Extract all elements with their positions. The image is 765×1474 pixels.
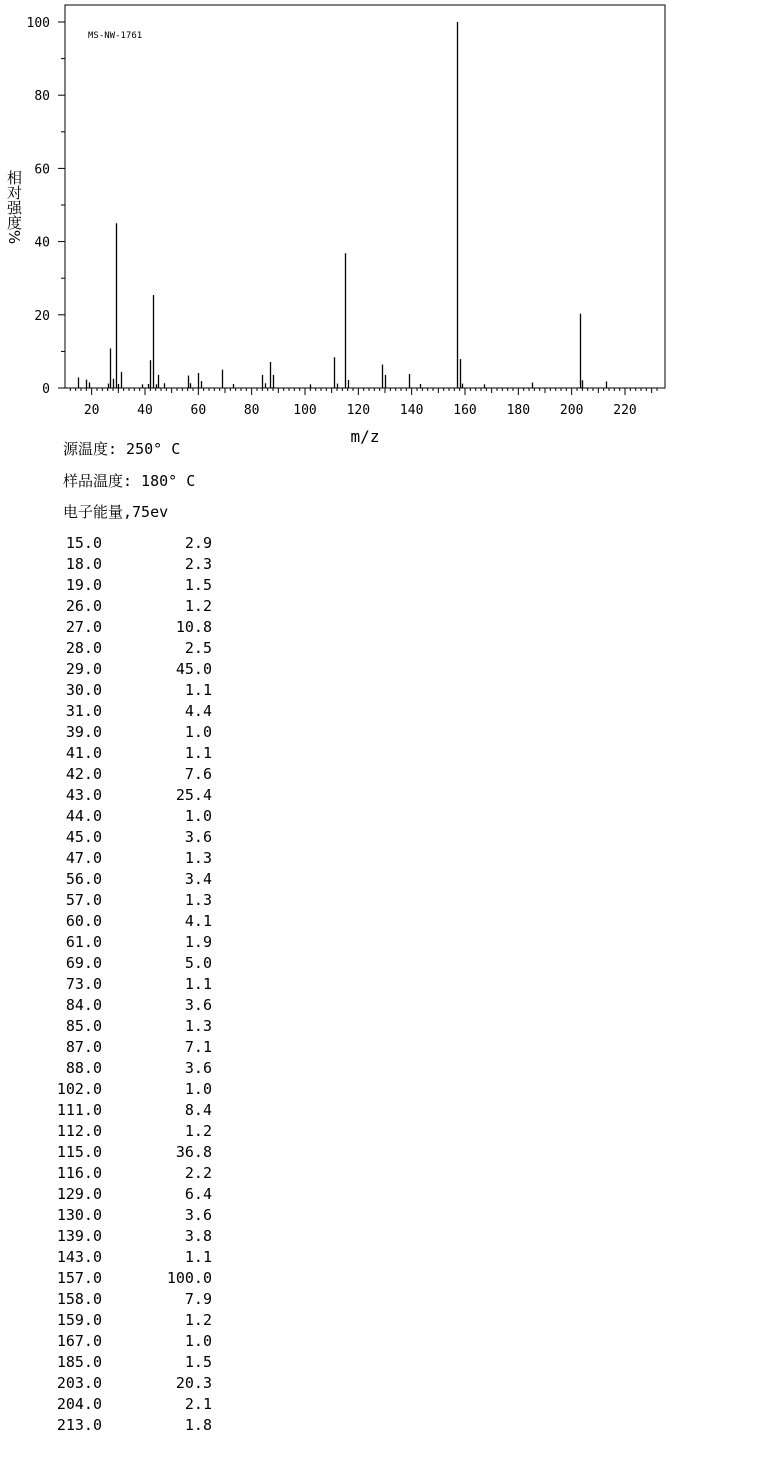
mz-value: 185.0 xyxy=(56,1353,102,1371)
mz-value: 56.0 xyxy=(65,870,102,888)
table-row xyxy=(40,974,220,995)
table-row xyxy=(40,722,220,743)
table-row xyxy=(40,785,220,806)
mz-value: 15.0 xyxy=(65,534,102,552)
table-row xyxy=(40,1310,220,1331)
x-axis xyxy=(70,388,657,418)
table-row xyxy=(40,911,220,932)
abundance-value: 1.0 xyxy=(184,807,212,825)
table-row xyxy=(40,701,220,722)
table-row xyxy=(40,1184,220,1205)
mz-value: 143.0 xyxy=(56,1248,102,1266)
mz-value: 88.0 xyxy=(65,1059,102,1077)
mz-value: 139.0 xyxy=(56,1227,102,1245)
table-row xyxy=(40,1289,220,1310)
y-tick-label: 80 xyxy=(34,89,50,105)
x-tick-label: 20 xyxy=(83,403,100,418)
x-tick-label: 120 xyxy=(346,403,371,418)
sample-temperature: 样品温度: 180° C xyxy=(63,472,196,490)
x-tick-label: 160 xyxy=(453,403,477,418)
table-row xyxy=(40,1142,220,1163)
table-row xyxy=(40,1415,220,1436)
abundance-value: 2.9 xyxy=(184,534,212,552)
table-row xyxy=(40,1205,220,1226)
y-tick-label: 0 xyxy=(42,382,50,397)
table-row xyxy=(40,1121,220,1142)
abundance-value: 1.5 xyxy=(184,1353,212,1371)
table-row xyxy=(40,827,220,848)
abundance-value: 1.3 xyxy=(184,891,212,909)
table-row xyxy=(40,890,220,911)
abundance-value: 3.6 xyxy=(184,1059,212,1077)
mz-value: 30.0 xyxy=(65,681,102,699)
y-tick-label: 40 xyxy=(34,235,50,251)
mz-value: 158.0 xyxy=(56,1290,102,1308)
abundance-value: 1.1 xyxy=(184,681,212,699)
mz-value: 39.0 xyxy=(65,723,102,741)
mz-value: 45.0 xyxy=(65,828,102,846)
x-tick-label: 200 xyxy=(559,403,584,418)
abundance-value: 1.1 xyxy=(184,975,212,993)
abundance-value: 1.9 xyxy=(184,933,212,951)
table-row xyxy=(40,533,220,554)
abundance-value: 1.5 xyxy=(184,576,212,594)
mz-value: 130.0 xyxy=(56,1206,102,1224)
table-row xyxy=(40,575,220,596)
table-row xyxy=(40,659,220,680)
table-row xyxy=(40,932,220,953)
table-row xyxy=(40,1268,220,1289)
spectrum-id-annotation: MS-NW-1761 xyxy=(88,31,143,41)
abundance-value: 1.3 xyxy=(184,1017,212,1035)
mz-value: 84.0 xyxy=(65,996,102,1014)
mz-value: 159.0 xyxy=(56,1311,102,1329)
abundance-value: 4.4 xyxy=(184,702,212,720)
table-row xyxy=(40,596,220,617)
x-tick-label: 140 xyxy=(399,403,424,418)
table-row xyxy=(40,743,220,764)
mz-value: 73.0 xyxy=(65,975,102,993)
abundance-value: 1.2 xyxy=(184,1122,212,1140)
mz-value: 111.0 xyxy=(56,1101,102,1119)
table-row xyxy=(40,617,220,638)
table-row xyxy=(40,1247,220,1268)
table-row xyxy=(40,806,220,827)
table-row xyxy=(40,1163,220,1184)
mz-value: 19.0 xyxy=(65,576,102,594)
peak-table xyxy=(40,533,220,1436)
x-tick-label: 80 xyxy=(243,403,260,418)
table-row xyxy=(40,1352,220,1373)
electron-energy: 电子能量,75ev xyxy=(63,503,169,521)
table-row xyxy=(40,1394,220,1415)
mz-value: 43.0 xyxy=(65,786,102,804)
mz-value: 61.0 xyxy=(65,933,102,951)
mz-value: 60.0 xyxy=(65,912,102,930)
mz-value: 167.0 xyxy=(56,1332,102,1350)
mz-value: 29.0 xyxy=(65,660,102,678)
table-row xyxy=(40,848,220,869)
abundance-value: 2.3 xyxy=(184,555,212,573)
x-tick-label: 220 xyxy=(613,403,637,418)
abundance-value: 1.3 xyxy=(184,849,212,867)
mz-value: 203.0 xyxy=(56,1374,102,1392)
abundance-value: 25.4 xyxy=(175,786,212,804)
table-row xyxy=(40,1037,220,1058)
abundance-value: 3.6 xyxy=(184,996,212,1014)
mz-value: 31.0 xyxy=(65,702,102,720)
x-axis-label: m/z xyxy=(350,427,380,446)
plot-frame xyxy=(65,5,665,388)
mz-value: 102.0 xyxy=(56,1080,102,1098)
table-row xyxy=(40,995,220,1016)
y-tick-label: 20 xyxy=(34,308,50,324)
mass-spectrum-chart xyxy=(0,0,765,460)
abundance-value: 1.2 xyxy=(184,1311,212,1329)
table-row xyxy=(40,638,220,659)
table-row xyxy=(40,1331,220,1352)
mz-value: 41.0 xyxy=(65,744,102,762)
y-tick-label: 100 xyxy=(26,16,50,31)
mz-value: 28.0 xyxy=(65,639,102,657)
table-row xyxy=(40,1100,220,1121)
y-tick-label: 60 xyxy=(34,162,50,178)
table-row xyxy=(40,1079,220,1100)
mz-value: 44.0 xyxy=(65,807,102,825)
mz-value: 85.0 xyxy=(65,1017,102,1035)
y-axis xyxy=(27,16,65,397)
mz-value: 18.0 xyxy=(65,555,102,573)
spectrum-bars xyxy=(79,22,607,388)
x-tick-label: 180 xyxy=(506,403,531,418)
table-row xyxy=(40,1058,220,1079)
mz-value: 87.0 xyxy=(65,1038,102,1056)
abundance-value: 2.1 xyxy=(184,1395,212,1413)
mz-value: 69.0 xyxy=(65,954,102,972)
abundance-value: 7.6 xyxy=(184,765,212,783)
x-tick-label: 100 xyxy=(293,403,317,418)
x-tick-label: 60 xyxy=(190,403,207,418)
abundance-value: 2.5 xyxy=(184,639,212,657)
abundance-value: 45.0 xyxy=(175,660,212,678)
mz-value: 47.0 xyxy=(65,849,102,867)
abundance-value: 4.1 xyxy=(184,912,212,930)
table-row xyxy=(40,554,220,575)
mz-value: 26.0 xyxy=(65,597,102,615)
table-row xyxy=(40,953,220,974)
mz-value: 116.0 xyxy=(56,1164,102,1182)
table-row xyxy=(40,1016,220,1037)
mz-value: 157.0 xyxy=(56,1269,102,1287)
table-row xyxy=(40,680,220,701)
abundance-value: 5.0 xyxy=(184,954,212,972)
y-axis-label-text: 相对强度% xyxy=(5,169,23,245)
table-row xyxy=(40,869,220,890)
x-tick-label: 40 xyxy=(137,403,153,418)
abundance-value: 36.8 xyxy=(175,1143,212,1161)
mz-value: 27.0 xyxy=(65,618,102,636)
y-axis-label xyxy=(5,170,23,244)
abundance-value: 3.6 xyxy=(184,828,212,846)
abundance-value: 3.6 xyxy=(184,1206,212,1224)
mz-value: 204.0 xyxy=(56,1395,102,1413)
abundance-value: 6.4 xyxy=(184,1185,212,1203)
abundance-value: 3.4 xyxy=(184,870,212,888)
mz-value: 129.0 xyxy=(56,1185,102,1203)
mz-value: 112.0 xyxy=(56,1122,102,1140)
abundance-value: 1.2 xyxy=(184,597,212,615)
abundance-value: 1.1 xyxy=(184,744,212,762)
abundance-value: 7.1 xyxy=(184,1038,212,1056)
abundance-value: 20.3 xyxy=(175,1374,212,1392)
abundance-value: 8.4 xyxy=(184,1101,212,1119)
mz-value: 115.0 xyxy=(56,1143,102,1161)
table-row xyxy=(40,1373,220,1394)
mz-value: 57.0 xyxy=(65,891,102,909)
abundance-value: 1.8 xyxy=(184,1416,212,1434)
table-row xyxy=(40,764,220,785)
source-temperature: 源温度: 250° C xyxy=(63,440,181,458)
mz-value: 213.0 xyxy=(56,1416,102,1434)
abundance-value: 1.1 xyxy=(184,1248,212,1266)
abundance-value: 100.0 xyxy=(166,1269,212,1287)
abundance-value: 7.9 xyxy=(184,1290,212,1308)
abundance-value: 10.8 xyxy=(175,618,212,636)
abundance-value: 1.0 xyxy=(184,723,212,741)
abundance-value: 3.8 xyxy=(184,1227,212,1245)
mz-value: 42.0 xyxy=(65,765,102,783)
table-row xyxy=(40,1226,220,1247)
abundance-value: 1.0 xyxy=(184,1080,212,1098)
abundance-value: 1.0 xyxy=(184,1332,212,1350)
abundance-value: 2.2 xyxy=(184,1164,212,1182)
